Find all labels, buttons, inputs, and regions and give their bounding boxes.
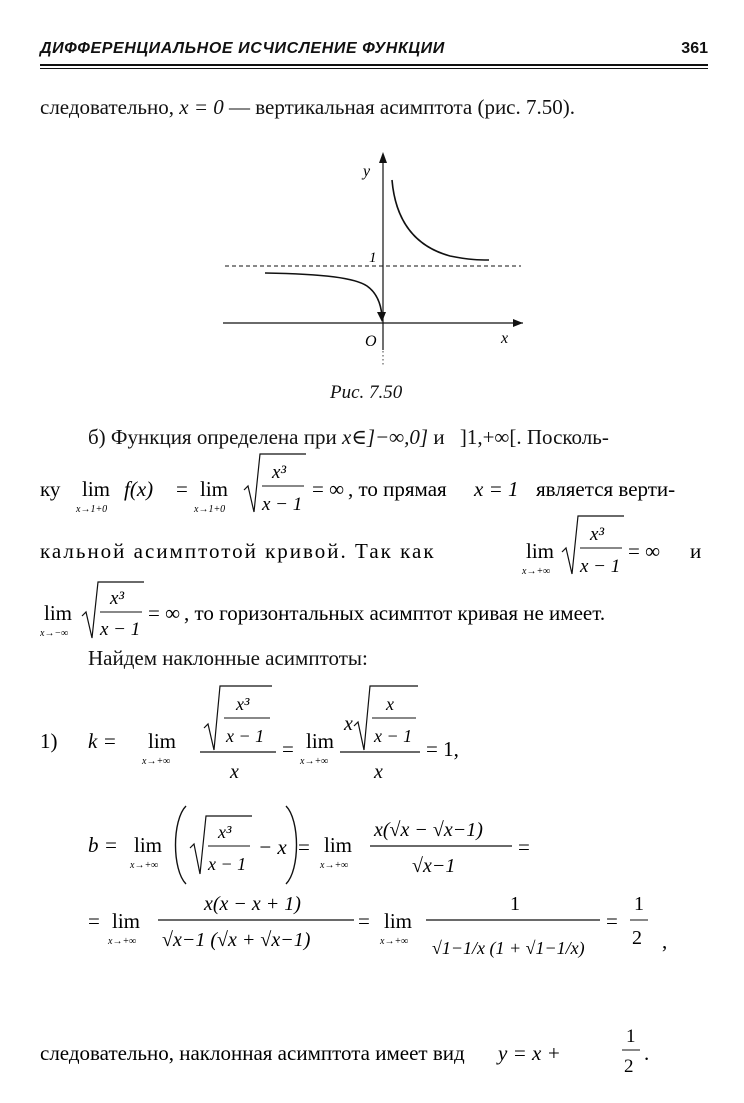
math-x-eq-0: x = 0 — [179, 95, 224, 119]
frac-den: √x−1 (√x + √x−1) — [162, 929, 311, 951]
formula-line-limit-1 — [40, 450, 708, 520]
lim: lim — [148, 729, 177, 753]
one-label: 1 — [369, 250, 377, 266]
lim2-sub: x→+∞ — [320, 860, 349, 871]
text: следовательно, наклонная асимптота имеет вид — [40, 1041, 465, 1065]
text: , то горизонтальных асимптот кривая не имеет. — [184, 601, 606, 625]
frac-num: x³ — [218, 822, 232, 842]
curve-right-branch — [392, 180, 489, 260]
math-y: y = x + — [498, 1041, 561, 1065]
header-rule-thick — [40, 64, 708, 66]
lim2: lim — [384, 909, 413, 933]
formula-line-limit-2 — [40, 512, 708, 582]
frac2-num: 1 — [510, 893, 520, 915]
curve-arrow — [377, 312, 386, 322]
inner-den: x − 1 — [226, 726, 265, 746]
minus-x: − x — [258, 835, 287, 859]
figure-7-50 — [205, 150, 535, 370]
lim: lim — [134, 833, 163, 857]
lead-eq: = — [88, 909, 100, 933]
x-axis-arrow — [513, 319, 523, 327]
frac2-den: √1−1/x (1 + √1−1/x) — [432, 938, 585, 958]
frac-den: x — [374, 761, 383, 783]
text: — вертикальная асимптота (рис. 7.50). — [229, 95, 575, 119]
math-x-eq-1: x = 1 — [474, 477, 519, 501]
inner-num: x³ — [236, 694, 250, 714]
frac-num-2: x(√x − √x−1) — [374, 819, 483, 841]
frac-num: x(x − x + 1) — [204, 893, 301, 915]
header-rule-thin — [40, 68, 708, 69]
lim-sub: x→1+0 — [76, 504, 108, 515]
formula-b-line1 — [40, 800, 708, 890]
b-lhs: b = — [88, 833, 118, 857]
eq-inf: = ∞ — [148, 601, 181, 625]
x-axis-label: x — [501, 330, 509, 347]
res-num: 1 — [634, 893, 644, 915]
lim-sub: x→+∞ — [130, 860, 159, 871]
eq-2: = — [606, 909, 618, 933]
running-head — [40, 40, 708, 64]
page-number: 361 — [681, 40, 708, 57]
frac-num: x³ — [272, 462, 287, 483]
frac-den: x − 1 — [580, 556, 621, 577]
curve-left-branch — [265, 273, 382, 316]
comma: , — [662, 929, 668, 953]
k-lhs: k = — [88, 729, 117, 753]
final-line — [40, 1020, 708, 1080]
res-den: 2 — [632, 927, 642, 949]
lim2-sub: x→+∞ — [300, 756, 329, 767]
frac-den: x — [230, 761, 239, 783]
text: кальной асимптотой кривой. Так как — [40, 539, 436, 563]
eq-inf: = ∞ — [312, 477, 345, 501]
lim2-sub: x→1+0 — [194, 504, 226, 515]
item-label: 1) — [40, 729, 58, 753]
eq: = — [282, 737, 294, 761]
running-title: ДИФФЕРЕНЦИАЛЬНОЕ ИСЧИСЛЕНИЕ ФУНКЦИИ — [40, 40, 445, 57]
lim2: lim — [324, 833, 353, 857]
text: , то прямая — [348, 477, 447, 501]
lim-sub: x→−∞ — [40, 628, 69, 639]
formula-line-limit-3 — [40, 578, 708, 648]
eq: = — [358, 909, 370, 933]
lim2: lim — [306, 729, 335, 753]
origin-label: O — [365, 333, 377, 350]
text: следовательно, — [40, 95, 174, 119]
lim-sub: x→+∞ — [522, 566, 551, 577]
paragraph-domain-line1 — [88, 427, 609, 448]
math-domain: x∈]−∞,0] — [341, 425, 429, 449]
formula-b-line2 — [40, 888, 708, 998]
frac-den: x − 1 — [100, 619, 141, 640]
text: б) Функция определена при — [88, 425, 337, 449]
formula-k — [40, 680, 708, 790]
inner-den: x − 1 — [374, 726, 413, 746]
num-x: x — [344, 713, 353, 735]
lim: lim — [82, 477, 111, 501]
left-paren — [176, 806, 187, 884]
lim-sub: x→+∞ — [108, 936, 137, 947]
dot: . — [644, 1041, 650, 1065]
inner-num: x — [386, 694, 394, 714]
lim-sub: x→+∞ — [142, 756, 171, 767]
lim2: lim — [200, 477, 229, 501]
text: и — [433, 425, 445, 449]
frac-num: x³ — [110, 588, 125, 609]
text-ku: ку — [40, 477, 61, 501]
text-and: и — [690, 539, 702, 563]
lim: lim — [44, 601, 73, 625]
frac-den: 2 — [624, 1056, 634, 1077]
eq: = — [298, 835, 310, 859]
lim: lim — [526, 539, 555, 563]
figure-caption: Рис. 7.50 — [330, 382, 403, 403]
eq-inf: = ∞ — [628, 539, 661, 563]
lim2-sub: x→+∞ — [380, 936, 409, 947]
paragraph-oblique: Найдем наклонные асимптоты: — [88, 646, 368, 670]
right-paren — [286, 806, 297, 884]
text: является верти- — [536, 477, 676, 501]
paragraph-vertical-asymptote — [40, 97, 575, 118]
tail-eq: = — [518, 835, 530, 859]
result: = 1, — [426, 737, 459, 761]
frac-num: x³ — [590, 524, 605, 545]
frac-den-2: √x−1 — [412, 855, 456, 877]
fx: f(x) — [124, 477, 154, 501]
frac-den: x − 1 — [208, 854, 247, 874]
frac-num: 1 — [626, 1026, 636, 1047]
y-axis-label: y — [363, 163, 371, 180]
lim: lim — [112, 909, 141, 933]
frac-den: x − 1 — [262, 494, 303, 515]
y-axis-arrow — [379, 152, 387, 163]
eq: = — [176, 477, 188, 501]
math-interval: ]1,+∞[ — [459, 425, 517, 449]
text: . Посколь- — [516, 425, 609, 449]
